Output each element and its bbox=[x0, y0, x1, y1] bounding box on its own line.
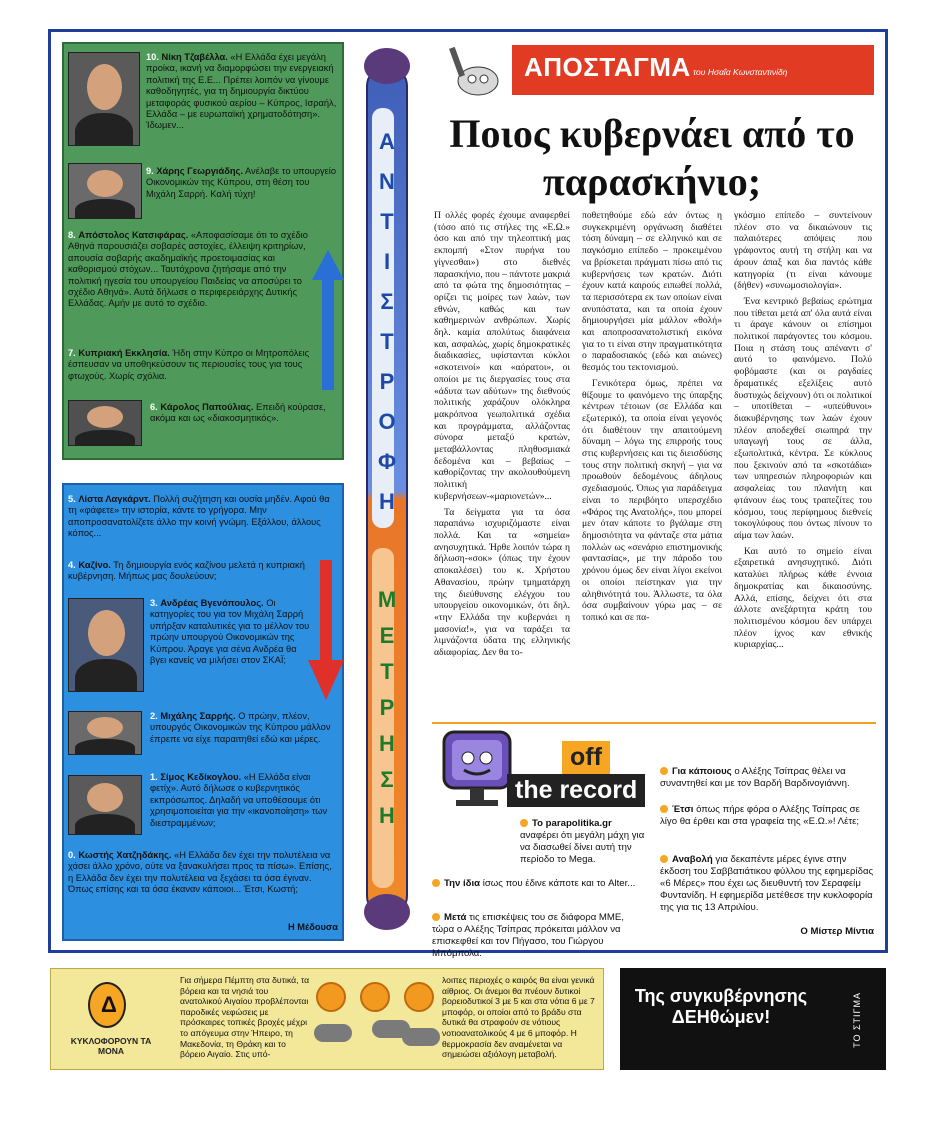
article-headline: Ποιος κυβερνάει από το παρασκήνιο; bbox=[449, 111, 855, 204]
pillar-bottom-word: Μ Ε Τ Ρ Η Σ Η bbox=[377, 587, 397, 828]
countdown-item-4: 4. Καζίνο. Τη δημιουργία ενός καζίνου μελετά η κυπριακή κυβέρνηση. Μήπως μας δουλεύουν; bbox=[68, 560, 305, 582]
offrecord-item-1: Το parapolitika.gr αναφέρει ότι μεγάλη μάχη για να διασωθεί δίνει αυτή την περίοδο το Mega. bbox=[520, 818, 645, 865]
countdown-item-10: 10. Νίκη Τζαβέλλα. «Η Ελλάδα έχει μεγάλη προίκα, ικανή να διαμορφώσει την ενεργειακή πολιτική της Ε.Ε... Πρέπει λοιπόν να γίνουμε καθοδηγητές, για τη δημιουργία δικτύου μεταφοράς φυσικού αερίου – Κύπρος, Ισραήλ, Ελλάδα – με ευρωπαϊκή χρηματοδότηση». Ίδωμεν... bbox=[146, 52, 337, 131]
countdown-item-6: 6. Κάρολος Παπούλιας. Επειδή κούρασε, ακόμα και ως «διακοσμητικός». bbox=[150, 402, 326, 424]
sun-icon bbox=[316, 982, 346, 1012]
weather-text-left: Για σήμερα Πέμπτη στα δυτικά, τα βόρεια και τα νησιά του ανατολικού Αιγαίου προβλέπονται παροδικές νεφώσεις με πρόσκαιρες τοπικές βροχές μέχρι το απόγευμα στην Ήπειρο, τη Μακεδονία, τη Θράκη και το βόρειο Αιγαίο. Στις υπό- bbox=[180, 975, 310, 1060]
paragraph-3: ποθετηθούμε εδώ εάν όντως η συγκεκριμένη οργάνωση διαθέτει τόση δύναμη – σε ελληνικό και σε παγκόσμιο επίπεδο – προκειμένου να βρίσκεται πράγματι πίσω από τις κυβερνήσεις των κρατών. Διότι έχουν κατά καιρούς ειπωθεί πολλά, τα περισσότερα εκ των οποίων είναι ανυπόστατα, και τα οποία έχουν δημιουργήσει μία μάλλον «θολή» και αποπροσανατολιστική εικόνα για το τι είναι στην πραγματικότητα ο παραδοσιακός (εδώ και αιώνες) θεσμός του τεκτονισμού. bbox=[582, 210, 722, 374]
ad-text: Της συγκυβέρνησης ΔΕΗθώμεν! bbox=[634, 986, 808, 1027]
paragraph-6: Ένα κεντρικό βεβαίως ερώτημα που τίθεται μετά απ' όλα αυτά είναι τι άραγε κάνουν οι επίσημοι πολιτικοί παράγοντες του κόσμου. Ποια η στάση τους απέναντι σ' αυτό το φαινόμενο. Πολύ φοβόμαστε (και οι ραγδαίες δραματικές εξελίξεις αυτό δυστυχώς δείχνουν) ότι οι πολιτικοί – υποτίθεται – «υπεύθυνοι» διακυβέρνησης των λαών έχουν πλέον αποδεχθεί σιωπηρά την υπαγωγή τους σε άλλα, εξωπολιτικά, κέντρα. Σε κύκλους που ξεκινούν από τα «σκοτάδια» των υπηρεσιών πληροφοριών και ασφαλείας του πλανήτη και φτάνουν έως τους τραπεζίτες του κόσμου, τους περίφημους διεθνείς τοκογλύφους που όντως πίνουν το αίμα των λαών. bbox=[734, 295, 872, 541]
bullet-icon bbox=[432, 879, 440, 887]
countdown-item-3: 3. Ανδρέας Βγενόπουλος. Οι κατηγορίες του για τον Μιχάλη Σαρρή υπήρξαν καταλυτικές για το μέλλον του πρώην υπουργού Οικονομικών της Κύπρου. Άραγε για σένα Ανδρέα θα βγει κανείς να μιλήσει στον ΣΚΑΪ; bbox=[150, 598, 310, 666]
column-author: του Ησαΐα Κωνσταντινίδη bbox=[693, 67, 788, 77]
article-column-3 bbox=[734, 210, 872, 651]
offrecord-item-3: Μετά τις επισκέψεις του σε διάφορα ΜΜΕ, τώρα ο Αλέξης Τσίπρας πρόκειται μάλλον να επισκεφθεί και τον Πήγασο, του Γιώργου Μπόμπολα. bbox=[432, 912, 624, 959]
offrecord-item-5: Έτσι όπως πήρε φόρα ο Αλέξης Τσίπρας σε λίγο θα έρθει και στα γραφεία της «Ε.Ω.»! Λέτε; bbox=[660, 804, 860, 827]
article-column-1 bbox=[434, 210, 570, 659]
countdown-item-2: 2. Μιχάλης Σαρρής. Ο πρώην, πλέον, υπουργός Οικονομικών της Κύπρου μάλλον έπρεπε να είχε παραιτηθεί εδώ και μέρες. bbox=[150, 711, 331, 744]
rain-cloud-icon bbox=[314, 1024, 352, 1042]
countdown-item-8: 8. Απόστολος Κατσιφάρας. «Αποφασίσαμε ότι το σχέδιο Αθηνά παρουσιάζει σοβαρές αστοχίες, έλλειψη κριτηρίων, απουσία σοβαρής ακαδημαϊκής προετοιμασίας και καθορισμού στόχων... Ταυτόχρονα ζητήσαμε από την πολιτική ηγεσία του υπουργείου Παιδείας να αποσύρει το σχέδιο Αθηνά». Αυτά δήλωσε ο περιφερειάρχης Δυτικής Ελλάδας. Αμήν με αυτό το σχέδιο. bbox=[68, 230, 308, 309]
column-tag: ΑΠΟΣΤΑΓΜΑ bbox=[524, 52, 691, 82]
bullet-icon bbox=[520, 819, 528, 827]
ad-tag: ΤΟ ΣΤΙΓΜΑ bbox=[852, 992, 862, 1048]
weather-text-right: λοιπες περιοχές ο καιρός θα είναι γενικά αίθριος. Οι άνεμοι θα πνέουν δυτικοί βορειοδυτικοί 3 με 5 και στα νότια 6 με 7 μποφόρ, οι οποίοι από το βράδυ στα δυτικά θα στραφούν σε νότιους νοτιοανατολικούς 4 με 6 μποφόρ. Η θερμοκρασία δεν αναμένεται να σημειώσει αξιόλογη μεταβολή. bbox=[442, 975, 595, 1060]
robot-mascot-icon bbox=[448, 45, 502, 99]
photo-charis-georgiadis bbox=[68, 163, 142, 219]
offrecord-item-6: Αναβολή για δεκαπέντε μέρες έγινε στην έκδοση του Σαββατιάτικου φύλλου της εφημερίδας «6 Μέρες» που έχει ως διευθυντή τον Σεραφείμ Φυντανίδη. Η εφημερίδα μετέθεσε την κυκλοφορία της για τις 13 Απριλίου. bbox=[660, 854, 874, 913]
countdown-item-7: 7. Κυπριακή Εκκλησία. Ήδη στην Κύπρο οι Μητροπόλεις έσπευσαν να υποθηκεύσουν τις περιουσίες τους για τους φτωχούς. Χωρίς σχόλια. bbox=[68, 348, 310, 381]
weather-caption: ΚΥΚΛΟΦΟΡΟΥΝ ΤΑ ΜΟΝΑ bbox=[70, 1036, 152, 1056]
photo-simos-kedikoglou bbox=[68, 775, 142, 835]
tv-mascot-icon bbox=[436, 726, 518, 812]
offrecord-title: the record bbox=[507, 774, 645, 807]
bullet-icon bbox=[660, 855, 668, 863]
arrow-down-icon bbox=[308, 560, 344, 700]
paragraph-4: Γενικότερα όμως, πρέπει να θίξουμε το φαινόμενο της ύπαρξης κέντρων τέτοιων (σε Ελλάδα και εξωτερικό), τα οποία είναι γεγονός ότι διαθέτουν την απαιτούμενη δύναμη – λόγω της επιρροής τους στις κυβερνήσεις και τις διεισδύσης τους στην πολιτική σκηνή – για να προωθούν δεδομένους άδηλους σχεδιασμούς. Όπως για παράδειγμα είναι το περιβόητο υπερσχέδιο «Φάρος της Ανατολής», που μπορεί μεν όταν κάποτε το βγάλαμε στη δημοσιότητα να φάνταζε στα μάτια πολλών ως «σενάριο επιστημονικής φαντασίας», με την πάροδο του χρόνου όμως δεν είναι λίγοι εκείνοι οι οποίοι πείστηκαν για την αληθινότητά του. Άλλωστε, τα όλα όσα συμβαίνουν γύρω μας – σε τοπικό και σε πα- bbox=[582, 377, 722, 623]
rain-cloud-icon bbox=[402, 1028, 440, 1046]
photo-niki-tzavella bbox=[68, 52, 140, 146]
photo-karolos-papoulias bbox=[68, 400, 142, 446]
offrecord-off-label: off bbox=[562, 741, 610, 774]
sun-icon bbox=[404, 982, 434, 1012]
delta-badge-icon: Δ bbox=[88, 982, 126, 1028]
bullet-icon bbox=[660, 767, 668, 775]
offrecord-item-2: Την ίδια ίσως που έδινε κάποτε και το Alter... bbox=[432, 878, 646, 890]
bullet-icon bbox=[432, 913, 440, 921]
article-column-2 bbox=[582, 210, 722, 624]
countdown-item-9: 9. Χάρης Γεωργιάδης. Ανέλαβε το υπουργείο Οικονομικών της Κύπρου, στη θέση του Μιχάλη Σαρρή. Καλή τύχη! bbox=[146, 166, 337, 199]
countdown-item-0: 0. Κωστής Χατζηδάκης. «Η Ελλάδα δεν έχει την πολυτέλεια να χάσει άλλο χρόνο, ούτε να ξανακυλήσει προς τα πίσω». Επίσης, η Ελλάδα δεν έχει την πολυτέλεια να ξεχάσει τα όσα έγιναν. Όπως επίσης και τα όσα έκαναν κάποιοι... Έτσι, Κωστή; bbox=[68, 850, 332, 895]
paragraph-5: γκόσμιο επίπεδο – συντείνουν πλέον στο να δικαιώνουν τις παλαιότερες απόψεις που γράφοντος αυτή τη στήλη και να άρουν άπαξ και δια παντός κάθε κατηγορία (τι είναι κάνουμε (δήθεν) «συνωμοσιολογία». bbox=[734, 210, 872, 292]
photo-andreas-vgenopoulos bbox=[68, 598, 144, 692]
sun-icon bbox=[360, 982, 390, 1012]
paragraph-1: Π ολλές φορές έχουμε αναφερθεί (τόσο από τις στήλες της «Ε.Ω.» όσο και από την τηλεοπτική μας εκπομπή «Στον πυρήνα του γίγνεσθαι») στο διεθνές παρασκήνιο, που – πάντοτε μακριά από τα φώτα της δημοσιότητας – ορίζει τις μοίρες των λαών, των εθνών, καθώς και των καθημερινών ανθρώπων. Χωρίς δηλ. καμία απολύτως διαφάνεια και, ασφαλώς, χωρίς δημοκρατικές διαδικασίες, υφίστανται κύκλοι «σκοτεινοί» και «αόρατοι», οι οποίοι με τις διεργασίες τους στα «άδυτα των αδύτων» της διεθνούς πολιτικής χαράζουν ολόκληρα μακρόπνοα γεωπολιτικά σχέδια και προγράμματα, αλλάζοντας σύνορα μεταξύ κρατών, μεταβάλλοντας πληθυσμιακά δεδομένα και – βεβαίως – καθορίζοντας την ακολουθούμενη πολιτική κυβερνήσεων-«μαριονετών»... bbox=[434, 210, 570, 502]
countdown-signature: Η Μέδουσα bbox=[287, 922, 338, 932]
countdown-pillar bbox=[358, 48, 416, 930]
paragraph-2: Τα δείγματα για τα όσα παραπάνω ισχυριζόμαστε είναι πολλά. Και τα «σημεία» ανησυχητικά. Ήρθε λοιπόν τώρα η δήλωση-«σοκ» (όπως την έχουν αποκαλέσει) του κ. Χρήστου Αθανασίου, πρώην τμηματάρχη της διεύθυνσης ελέγχου του υπουργείου οικονομικών, ότι δηλ. «την Ελλάδα την κυβερνάει η μασονία!», για να ταράξει τα λιμνάζοντα ύδατα της ελληνικής αδιαφορίας. Δεν θα το- bbox=[434, 506, 570, 659]
countdown-item-1: 1. Σίμος Κεδίκογλου. «Η Ελλάδα είναι φετίχ». Αυτό δήλωσε ο κυβερνητικός εκπρόσωπος. Δηλαδή να υποθέσουμε ότι χρησιμοποιείται για την «ικανοποίηση» των διεστραμμένων; bbox=[150, 772, 328, 828]
paragraph-7: Και αυτό το σημείο είναι εξαιρετικά ανησυχητικό. Διότι καταλύει πλήρως κάθε έννοια δημοκρατίας και δικαιοσύνης. Αλλά, επίσης, δείχνει ότι στα άλλοτε ανεξάρτητα κράτη του πολιτισμένου κόσμου δεν υπάρχει πλέον ίχνος καν εθνικής κυριαρχίας... bbox=[734, 545, 872, 651]
offrecord-item-4: Για κάποιους ο Αλέξης Τσίπρας θέλει να συναντηθεί και με τον Βαρδή Βαρδινογιάννη. bbox=[660, 766, 850, 789]
bullet-icon bbox=[660, 805, 668, 813]
section-divider bbox=[432, 722, 876, 724]
offrecord-signature: Ο Μίστερ Μίντια bbox=[800, 926, 874, 937]
photo-michalis-sarris bbox=[68, 711, 142, 755]
pillar-top-word: Α Ν Τ Ι Σ Τ Ρ Ο Φ Η bbox=[377, 129, 397, 514]
countdown-item-5: 5. Λίστα Λαγκάρντ. Πολλή συζήτηση και ουσία μηδέν. Αφού θα τη «φάφετε» την ιστορία, κάντε το γρήγορα. Μην αποπροσανατολίζετε άλλο την κοινή γνώμη. Εξάλλου, άλλους κόπος... bbox=[68, 494, 330, 539]
